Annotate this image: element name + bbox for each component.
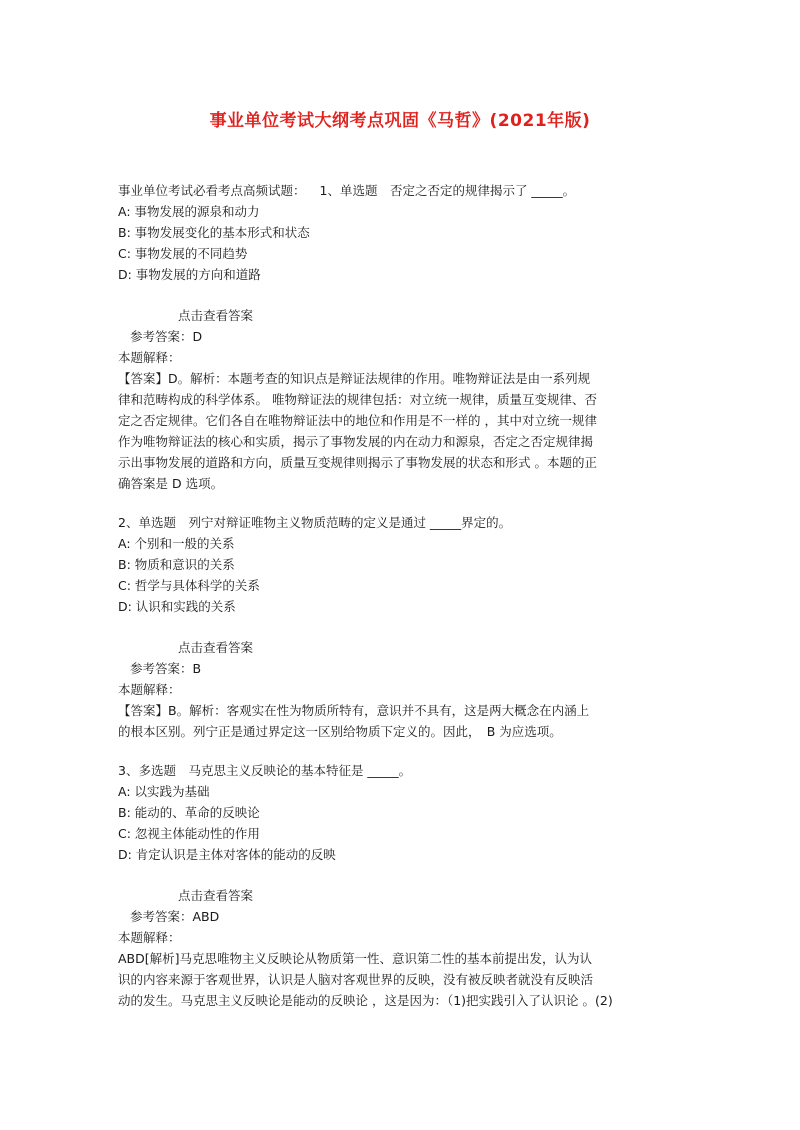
view-answer-link[interactable]: 点击查看答案 — [178, 640, 254, 655]
reference-answer: 参考答案：ABD — [130, 909, 220, 924]
document-body — [118, 180, 686, 1011]
view-answer-link[interactable]: 点击查看答案 — [178, 888, 254, 903]
view-answer-link[interactable]: 点击查看答案 — [178, 308, 254, 323]
explanation-line: 示出事物发展的道路和方向，质量互变规律则揭示了事物发展的状态和形式 。本题的正 — [118, 455, 597, 470]
question-stem: 3、多选题 马克思主义反映论的基本特征是 _____。 — [118, 763, 412, 778]
explanation-label: 本题解释： — [118, 350, 181, 365]
explanation-line: 定之否定规律。它们各自在唯物辩证法中的地位和作用是不一样的 ，其中对立统一规律 — [118, 413, 597, 428]
question-stem: 1、单选题 否定之否定的规律揭示了 _____。 — [319, 183, 576, 198]
option-d: D: 认识和实践的关系 — [118, 599, 236, 614]
option-a: A: 个别和一般的关系 — [118, 536, 235, 551]
reference-answer: 参考答案：D — [130, 329, 203, 344]
option-d: D: 事物发展的方向和道路 — [118, 267, 261, 282]
explanation-line: 【答案】D。解析：本题考查的知识点是辩证法规律的作用。唯物辩证法是由一系列规 — [118, 371, 591, 386]
page-title: 事业单位考试大纲考点巩固《马哲》(2021年版) — [209, 111, 591, 131]
explanation-label: 本题解释： — [118, 682, 181, 697]
question-3 — [118, 760, 686, 1011]
explanation-line: 识的内容来源于客观世界，认识是人脑对客观世界的反映，没有被反映者就没有反映活 — [118, 972, 594, 987]
option-b: B: 物质和意识的关系 — [118, 557, 235, 572]
option-c: C: 忽视主体能动性的作用 — [118, 826, 260, 841]
explanation-line: 确答案是 D 选项。 — [118, 476, 224, 491]
explanation-line: 律和范畴构成的科学体系。 唯物辩证法的规律包括：对立统一规律，质量互变规律、否 — [118, 392, 597, 407]
option-c: C: 哲学与具体科学的关系 — [118, 578, 260, 593]
explanation-label: 本题解释： — [118, 930, 181, 945]
question-stem-line — [118, 180, 686, 201]
option-d: D: 肯定认识是主体对客体的能动的反映 — [118, 847, 336, 862]
option-a: A: 以实践为基础 — [118, 784, 210, 799]
explanation-line: 【答案】B。解析：客观实在性为物质所特有，意识并不具有，这是两大概念在内涵上 — [118, 703, 590, 718]
question-stem: 2、单选题 列宁对辩证唯物主义物质范畴的定义是通过 _____界定的。 — [118, 515, 512, 530]
explanation-line: 动的发生。马克思主义反映论是能动的反映论 ，这是因为：（1)把实践引入了认识论 。(2) — [118, 993, 613, 1008]
question-2 — [118, 512, 686, 742]
reference-answer: 参考答案：B — [130, 661, 202, 676]
explanation-line: 作为唯物辩证法的核心和实质，揭示了事物发展的内在动力和源泉，否定之否定规律揭 — [118, 434, 594, 449]
intro-text: 事业单位考试必看考点高频试题： — [118, 183, 306, 198]
explanation-line: 的根本区别。列宁正是通过界定这一区别给物质下定义的。因此， B 为应选项。 — [118, 724, 562, 739]
option-b: B: 能动的、革命的反映论 — [118, 805, 260, 820]
option-c: C: 事物发展的不同趋势 — [118, 246, 248, 261]
option-b: B: 事物发展变化的基本形式和状态 — [118, 225, 310, 240]
question-1 — [118, 180, 686, 494]
explanation-line: ABD[解析]马克思唯物主义反映论从物质第一性、意识第二性的基本前提出发，认为认 — [118, 951, 593, 966]
option-a: A: 事物发展的源泉和动力 — [118, 204, 260, 219]
